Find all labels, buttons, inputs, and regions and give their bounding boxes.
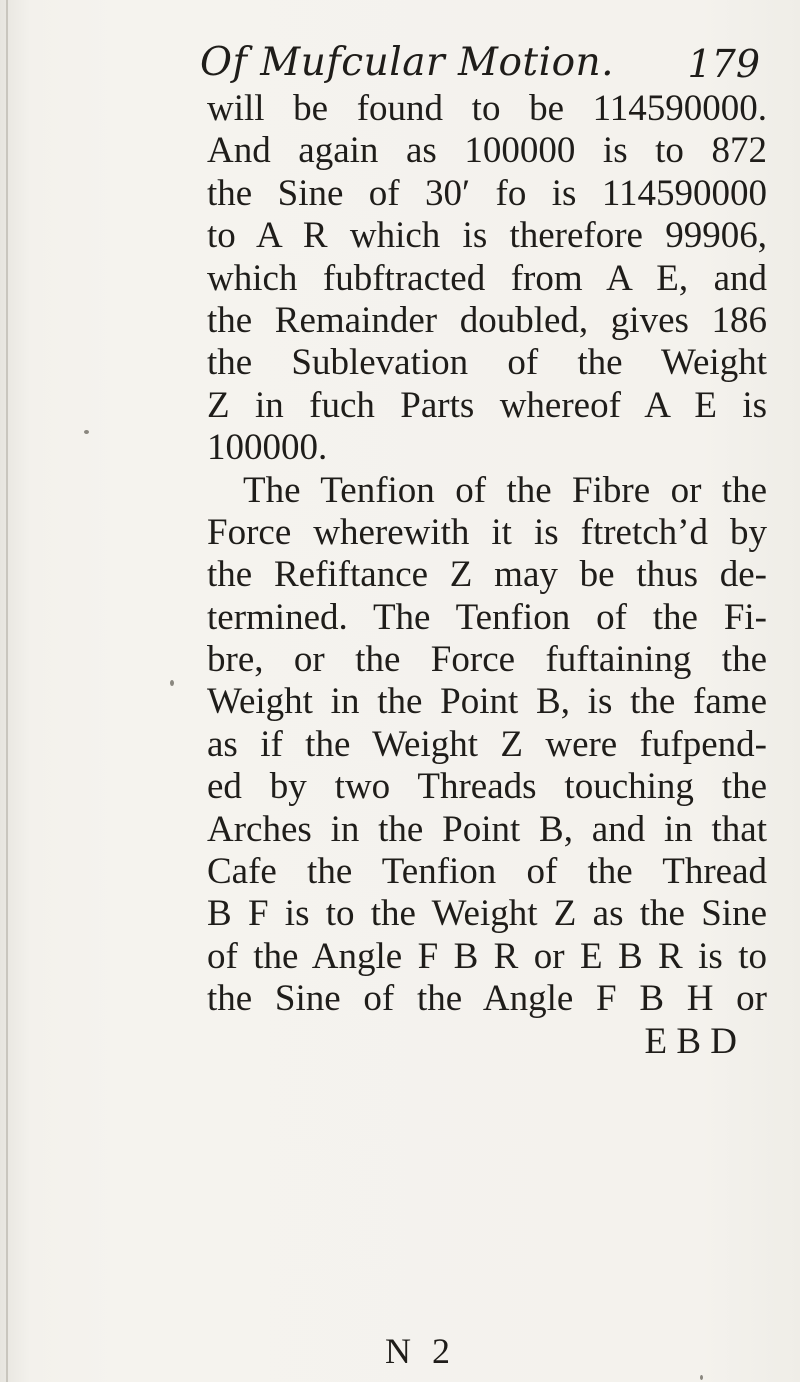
paper-speck	[84, 430, 89, 434]
text-line: the Sine of 30′ fo is 114590000	[207, 172, 767, 214]
text-line: Force wherewith it is ftretch’d by	[207, 511, 767, 553]
text-line: Weight in the Point B, is the fame	[207, 681, 767, 723]
text-line: Cafe the Tenfion of the Thread	[207, 851, 767, 893]
text-line: termined. The Tenfion of the Fi-	[207, 596, 767, 638]
page-gutter-edge	[6, 0, 8, 1382]
text-line: the Remainder doubled, gives 186	[207, 299, 767, 341]
text-line: the Refiftance Z may be thus de-	[207, 554, 767, 596]
text-line: Z in fuch Parts whereof A E is	[207, 384, 767, 426]
page-number: 179	[687, 42, 760, 86]
text-line: B F is to the Weight Z as the Sine	[207, 893, 767, 935]
body-text	[207, 88, 767, 1063]
text-line: of the Angle F B R or E B R is to	[207, 935, 767, 977]
paper-speck	[700, 1375, 703, 1380]
signature-mark: N 2	[385, 1331, 456, 1371]
text-line: to A R which is therefore 99906,	[207, 215, 767, 257]
text-line: the Sine of the Angle F B H or	[207, 978, 767, 1020]
text-line: the Sublevation of the Weight	[207, 342, 767, 384]
text-line: Arches in the Point B, and in that	[207, 808, 767, 850]
catchword: E B D	[644, 1020, 737, 1062]
text-line: ed by two Threads touching the	[207, 766, 767, 808]
paragraph-start-line: The Tenfion of the Fibre or the	[243, 469, 767, 511]
text-line: as if the Weight Z were fufpend-	[207, 723, 767, 765]
paper-speck	[170, 680, 174, 686]
text-line: bre, or the Force fuftaining the	[207, 639, 767, 681]
text-line: which fubftracted from A E, and	[207, 257, 767, 299]
text-line: And again as 100000 is to 872	[207, 130, 767, 172]
running-head-title: Of Mufcular Motion.	[200, 40, 615, 85]
text-line: will be found to be 114590000.	[207, 88, 767, 129]
text-line: 100000.	[207, 427, 328, 469]
